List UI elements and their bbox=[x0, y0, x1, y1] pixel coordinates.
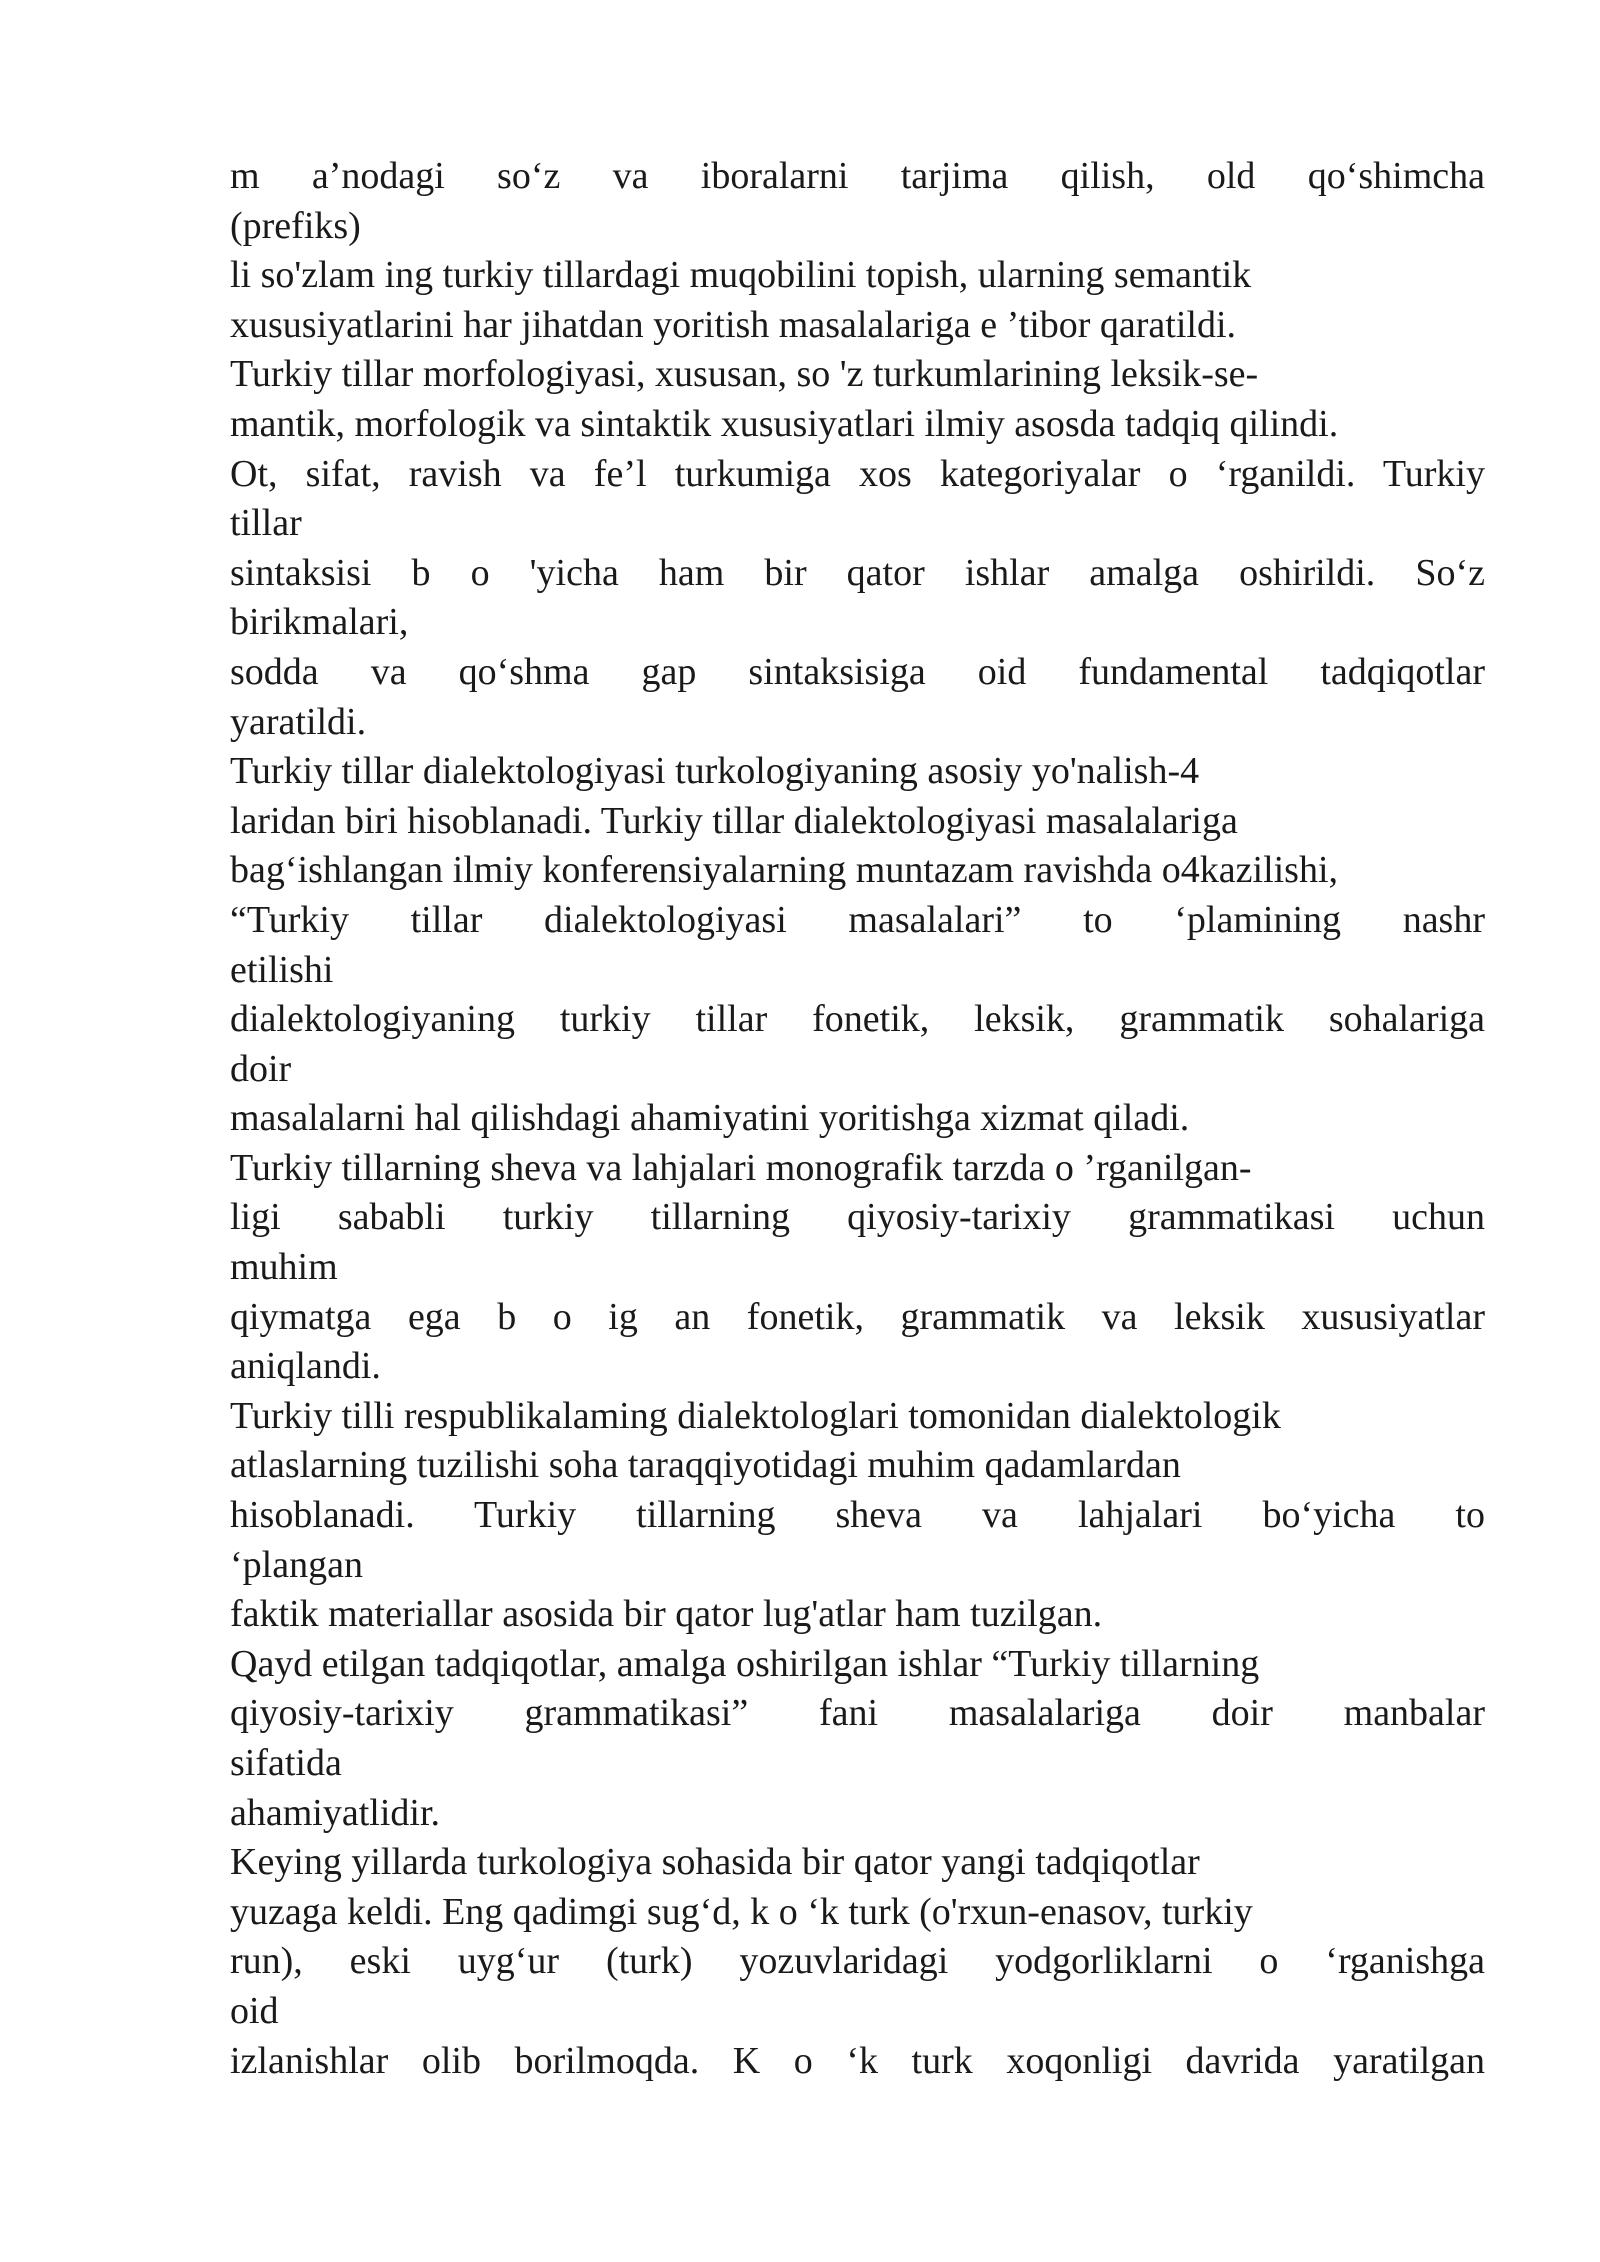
text-line: yaratildi. bbox=[230, 700, 367, 743]
text-line: ‘plangan bbox=[230, 1543, 363, 1586]
text-line: ligi sababli turkiy tillarning qiyosiy-tarixiy grammatikasi uchun bbox=[230, 1196, 1485, 1239]
text-line: aniqlandi. bbox=[230, 1345, 381, 1388]
text-line: yuzaga keldi. Eng qadimgi sug‘d, k o ‘k turk (o'rxun-enasov, turkiy bbox=[230, 1890, 1253, 1933]
text-line: dialektologiyaning turkiy tillar fonetik, leksik, grammatik sohalariga bbox=[230, 998, 1485, 1041]
text-line: ahamiyatlidir. bbox=[230, 1791, 441, 1834]
text-line: doir bbox=[230, 1047, 292, 1090]
text-line: hisoblanadi. Turkiy tillarning sheva va lahjalari bo‘yicha to bbox=[230, 1494, 1485, 1537]
text-line: faktik materiallar asosida bir qator lug'atlar ham tuzilgan. bbox=[230, 1593, 1103, 1636]
text-line: mantik, morfologik va sintaktik xususiyatlari ilmiy asosda tadqiq qilindi. bbox=[230, 402, 1339, 445]
text-line: Turkiy tillarning sheva va lahjalari monografik tarzda o ’rganilgan- bbox=[230, 1146, 1252, 1189]
text-line: Turkiy tilli respublikalaming dialektologlari tomonidan dialektologik bbox=[230, 1394, 1281, 1437]
text-line: Turkiy tillar morfologiyasi, xususan, so 'z turkumlarining leksik-se- bbox=[230, 353, 1259, 396]
text-line: m a’nodagi so‘z va iboralarni tarjima qilish, old qo‘shimcha bbox=[230, 155, 1485, 197]
text-line: li so'zlam ing turkiy tillardagi muqobilini topish, ularning semantik bbox=[230, 254, 1252, 297]
text-line: (prefiks) bbox=[230, 204, 361, 247]
text-line: atlaslarning tuzilishi soha taraqqiyotidagi muhim qadamlardan bbox=[230, 1444, 1181, 1487]
text-line: izlanishlar olib borilmoqda. K o ‘k turk xoqonligi davrida yaratilgan bbox=[230, 2039, 1485, 2082]
text-line: run), eski uyg‘ur (turk) yozuvlaridagi yodgorliklarni o ‘rganishga bbox=[230, 1940, 1485, 1983]
text-line: qiyosiy-tarixiy grammatikasi” fani masalalariga doir manbalar bbox=[230, 1692, 1485, 1735]
text-line: Qayd etilgan tadqiqotlar, amalga oshirilgan ishlar “Turkiy tillarning bbox=[230, 1642, 1260, 1685]
text-line: laridan biri hisoblanadi. Turkiy tillar dialektologiyasi masalalariga bbox=[230, 799, 1238, 842]
text-line: birikmalari, bbox=[230, 601, 409, 644]
text-line: Keying yillarda turkologiya sohasida bir qator yangi tadqiqotlar bbox=[230, 1841, 1200, 1884]
text-line: xususiyatlarini har jihatdan yoritish masalalariga e ’tibor qaratildi. bbox=[230, 303, 1237, 346]
text-line: muhim bbox=[230, 1246, 338, 1289]
text-line: Turkiy tillar dialektologiyasi turkologiyaning asosiy yo'nalish-4 bbox=[230, 750, 1200, 793]
text-line: sintaksisi b o 'yicha ham bir qator ishlar amalga oshirildi. So‘z bbox=[230, 551, 1485, 594]
text-line: sodda va qo‘shma gap sintaksisiga oid fundamental tadqiqotlar bbox=[230, 650, 1485, 693]
text-line: bag‘ishlangan ilmiy konferensiyalarning muntazam ravishda o4kazilishi, bbox=[230, 849, 1339, 892]
body-text bbox=[230, 152, 1485, 2086]
text-line: tillar bbox=[230, 502, 302, 545]
text-line: qiymatga ega b o ig an fonetik, grammatik va leksik xususiyatlar bbox=[230, 1295, 1485, 1338]
text-line: etilishi bbox=[230, 948, 334, 991]
text-line: oid bbox=[230, 1989, 279, 2032]
text-line: masalalarni hal qilishdagi ahamiyatini yoritishga xizmat qiladi. bbox=[230, 1097, 1190, 1140]
text-line: Ot, sifat, ravish va fe’l turkumiga xos kategoriyalar o ‘rganildi. Turkiy bbox=[230, 452, 1485, 495]
text-line: sifatida bbox=[230, 1742, 342, 1784]
text-line: “Turkiy tillar dialektologiyasi masalalari” to ‘plamining nashr bbox=[230, 898, 1485, 941]
